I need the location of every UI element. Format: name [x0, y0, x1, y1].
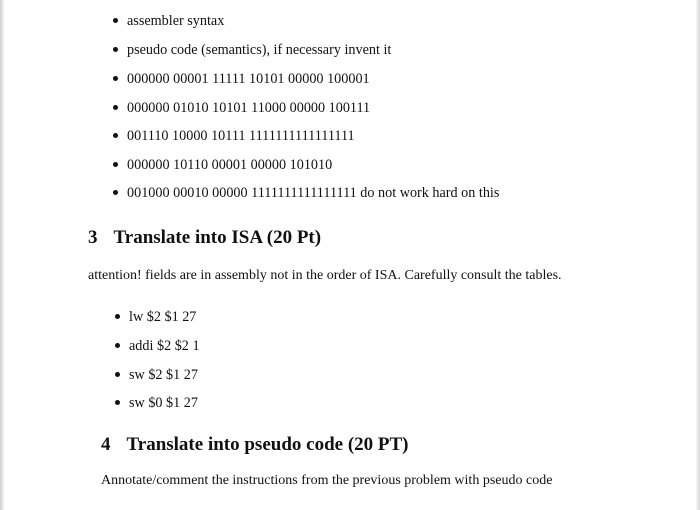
list-item-text: 000000 10110 00001 00000 101010 [127, 157, 333, 173]
section-4-paragraph: Annotate/comment the instructions from the previous problem with pseudo code [101, 473, 553, 488]
bullet-icon [113, 76, 118, 81]
list-item-text: 001110 10000 10111 1111111111111111 [127, 128, 355, 144]
bullet-icon [113, 133, 118, 138]
list-item-text: addi $2 $2 1 [129, 338, 200, 354]
section-number: 3 [88, 227, 98, 248]
bullet-icon [113, 162, 118, 167]
bullet-icon [115, 372, 120, 377]
section-number: 4 [101, 434, 111, 455]
list-item [113, 12, 224, 30]
list-item [115, 366, 198, 384]
bullet-icon [115, 343, 120, 348]
list-item [115, 394, 198, 412]
list-item-text: 001000 00010 00000 1111111111111111 do not work hard on this [127, 185, 500, 201]
list-item-text: 000000 00001 11111 10101 00000 100001 [127, 71, 370, 87]
list-item [113, 99, 370, 117]
list-item [113, 184, 499, 202]
list-item [113, 156, 332, 174]
bullet-icon [113, 18, 118, 23]
section-3-heading [88, 226, 321, 250]
list-item-text: assembler syntax [127, 13, 225, 29]
section-title: Translate into pseudo code (20 PT) [126, 434, 409, 455]
page-right-edge [696, 0, 700, 510]
page-left-edge [0, 0, 4, 510]
bullet-icon [113, 190, 118, 195]
list-item [113, 70, 370, 88]
list-item [113, 41, 391, 59]
list-item [115, 308, 196, 326]
list-item [115, 337, 200, 355]
bullet-icon [115, 314, 120, 319]
list-item-text: sw $2 $1 27 [129, 367, 198, 383]
list-item-text: lw $2 $1 27 [129, 309, 197, 325]
bullet-icon [113, 47, 118, 52]
section-title: Translate into ISA (20 Pt) [113, 227, 322, 248]
list-item-text: sw $0 $1 27 [129, 395, 198, 411]
list-item-text: pseudo code (semantics), if necessary invent it [127, 42, 392, 58]
bullet-icon [115, 400, 120, 405]
list-item [113, 127, 355, 145]
bullet-icon [113, 105, 118, 110]
section-3-paragraph: attention! fields are in assembly not in the order of ISA. Carefully consult the tables. [88, 268, 562, 283]
list-item-text: 000000 01010 10101 11000 00000 100111 [127, 100, 371, 116]
section-4-heading [101, 433, 409, 457]
